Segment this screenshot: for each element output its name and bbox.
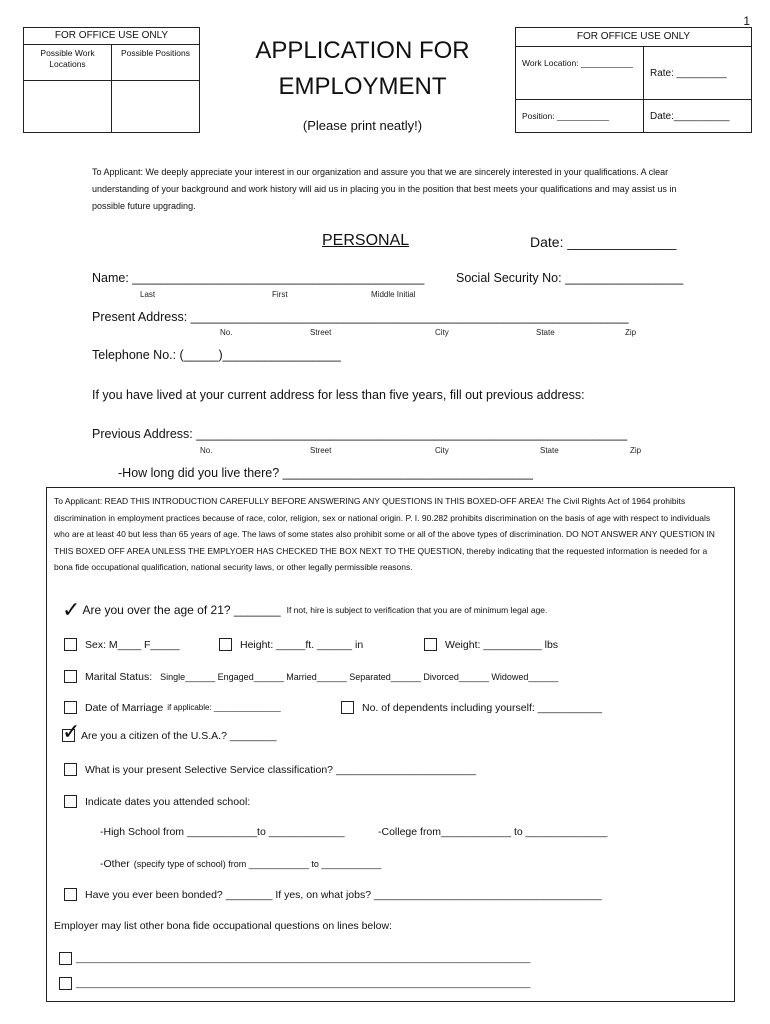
age-question-label: Are you over the age of 21? _______: [82, 603, 281, 617]
extra-question-1: [59, 952, 530, 965]
weight-question: [424, 638, 558, 651]
applicant-intro: To Applicant: We deeply appreciate your interest in our organization and assure you that we are sincerely interested in your qualifications. A clear understanding of your background and work history will aid us in placing you in the position that best meets your qualifications and may assist us in possible future upgrading.: [92, 167, 677, 211]
address-zip-label: Zip: [625, 328, 637, 337]
office-date-field[interactable]: Date:__________: [650, 110, 730, 122]
other-school-label: -Other: [100, 858, 130, 870]
prev-address-zip-label: Zip: [630, 446, 642, 455]
bonded-label: Have you ever been bonded? ________ If yes, on what jobs? _______________________________________: [85, 888, 602, 901]
name-middle-label: Middle Initial: [371, 290, 416, 299]
work-location-field[interactable]: Work Location: ___________: [516, 47, 644, 100]
name-first-label: First: [272, 290, 288, 299]
sex-label: Sex: M____ F_____: [85, 638, 180, 651]
office-use-box-left: [23, 27, 200, 133]
office-use-header: FOR OFFICE USE ONLY: [516, 28, 751, 47]
address-state-label: State: [536, 328, 555, 337]
prev-address-state-label: State: [540, 446, 559, 455]
height-label: Height: _____ft. ______ in: [240, 638, 364, 651]
school-question: [64, 795, 250, 808]
checkmark-icon: ✓: [62, 719, 81, 744]
extra-question-2: [59, 977, 530, 990]
office-use-box-right: [515, 27, 752, 133]
possible-work-locations-label: Possible Work Locations: [24, 45, 111, 81]
marriage-date-question: [64, 701, 281, 714]
weight-label: Weight: __________ lbs: [445, 638, 559, 651]
present-address-field[interactable]: Present Address: _______________________________________________________________: [92, 310, 629, 324]
lived-less-note: If you have lived at your current address for less than five years, fill out previous address:: [92, 388, 585, 402]
subtitle: (Please print neatly!): [302, 118, 423, 133]
boxed-intro: To Applicant: READ THIS INTRODUCTION CAREFULLY BEFORE ANSWERING ANY QUESTIONS IN THIS BOXED-OFF AREA! The Civil Rights Act of 1964 prohibits discrimination in employment practices because of race, color, religion, sex or national origin. P. I. 90.282 prohibits discrimination on the basis of age with respect to individuals who are at least 40 but less than 65 years of age. The laws of some states also prohibit some or all of the above types of discrimination. DO NOT ANSWER ANY QUESTION IN THIS BOXED OFF AREA UNLESS THE EMPLYOER HAS CHECKED THE BOX NEXT TO THE QUESTION, thereby indicating that the requested information is needed for a bona fide occupational qualification, national security laws, or other legally permissible reasons.: [54, 496, 715, 572]
prev-address-city-label: City: [435, 446, 449, 455]
dependents-checkbox[interactable]: [341, 701, 354, 714]
marital-label: Marital Status:: [85, 670, 153, 683]
possible-positions-label: Possible Positions: [112, 45, 199, 81]
height-question: [219, 638, 363, 651]
if-applicable-label: if applicable: _______________: [167, 703, 281, 712]
marital-question: [64, 670, 558, 683]
how-long-field[interactable]: -How long did you live there? ____________________________________: [118, 466, 533, 480]
extra-question-1-checkbox[interactable]: [59, 952, 72, 965]
previous-address-field[interactable]: Previous Address: ______________________________________________________________: [92, 427, 628, 441]
marriage-date-checkbox[interactable]: [64, 701, 77, 714]
name-field[interactable]: Name: __________________________________________: [92, 271, 425, 285]
weight-checkbox[interactable]: [424, 638, 437, 651]
dependents-label: No. of dependents including yourself: ___________: [362, 701, 602, 714]
selective-label: What is your present Selective Service classification? ________________________: [85, 763, 477, 776]
other-school-specify: (specify type of school) from ____________ to ____________: [133, 859, 382, 869]
employer-list-note: Employer may list other bona fide occupational questions on lines below:: [54, 920, 392, 932]
citizen-question: [62, 719, 277, 744]
selective-checkbox[interactable]: [64, 763, 77, 776]
title-line-1: APPLICATION FOR: [255, 37, 470, 64]
college-field[interactable]: -College from____________ to ______________: [378, 826, 608, 838]
page-title: [215, 33, 510, 105]
prev-address-street-label: Street: [310, 446, 332, 455]
page-number: 1: [743, 14, 750, 28]
address-city-label: City: [435, 328, 449, 337]
extra-question-2-checkbox[interactable]: [59, 977, 72, 990]
rate-field[interactable]: Rate: _________: [644, 47, 751, 100]
dependents-question: [341, 701, 602, 714]
office-use-header: FOR OFFICE USE ONLY: [24, 28, 199, 45]
high-school-field[interactable]: -High School from ____________to _____________: [100, 826, 345, 838]
personal-date-field[interactable]: Date: ______________: [530, 234, 677, 250]
checkmark-icon[interactable]: ✓: [62, 597, 81, 622]
age-note: If not, hire is subject to verification that you are of minimum legal age.: [286, 605, 548, 615]
extra-question-1-line[interactable]: ______________________________________________________________________________________: [76, 953, 531, 964]
possible-positions-field[interactable]: [112, 81, 199, 132]
school-checkbox[interactable]: [64, 795, 77, 808]
height-checkbox[interactable]: [219, 638, 232, 651]
selective-question: [64, 763, 476, 776]
marital-options: Single______ Engaged______ Married______ Separated______ Divorced______ Widowed______: [160, 671, 559, 682]
marital-checkbox[interactable]: [64, 670, 77, 683]
citizen-checkbox[interactable]: [62, 719, 81, 744]
personal-heading: PERSONAL: [322, 232, 410, 249]
name-last-label: Last: [140, 290, 156, 299]
marriage-date-label: Date of Marriage: [85, 701, 164, 714]
other-school-field[interactable]: [100, 858, 381, 870]
extra-question-2-line[interactable]: ______________________________________________________________________________________: [76, 978, 531, 989]
school-label: Indicate dates you attended school:: [85, 795, 251, 808]
possible-work-locations-field[interactable]: [24, 81, 111, 132]
bonded-question: [64, 888, 602, 901]
position-field[interactable]: Position: ___________: [516, 100, 644, 132]
address-no-label: No.: [220, 328, 233, 337]
title-line-2: EMPLOYMENT: [278, 73, 447, 100]
citizen-label: Are you a citizen of the U.S.A.? ________: [81, 729, 277, 742]
prev-address-no-label: No.: [200, 446, 213, 455]
bonded-checkbox[interactable]: [64, 888, 77, 901]
ssn-field[interactable]: Social Security No: _________________: [456, 271, 684, 285]
age-question: [62, 597, 548, 622]
address-street-label: Street: [310, 328, 332, 337]
telephone-field[interactable]: Telephone No.: (_____)_________________: [92, 348, 341, 362]
sex-checkbox[interactable]: [64, 638, 77, 651]
sex-question: [64, 638, 180, 651]
